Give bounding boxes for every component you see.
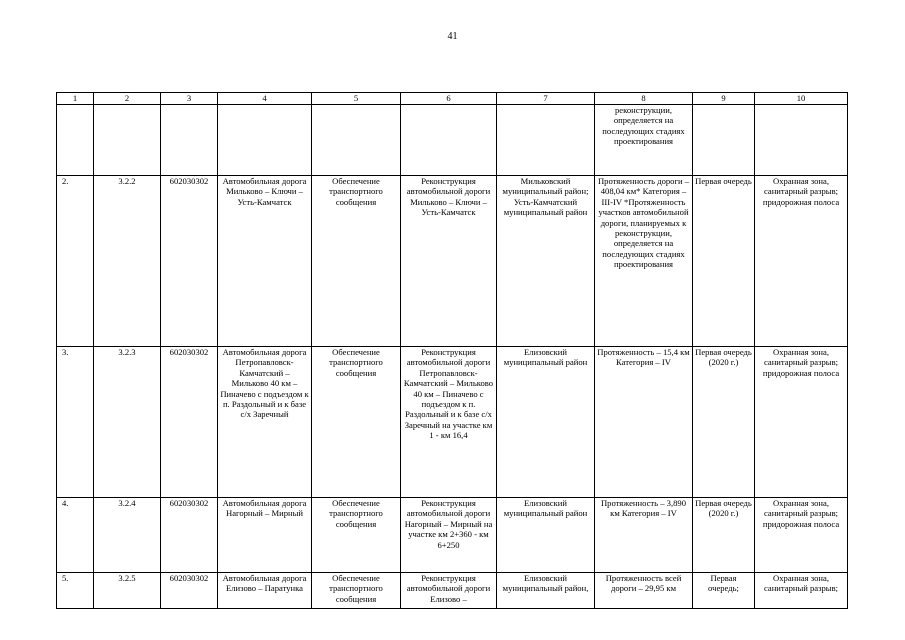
column-header: 5 bbox=[312, 93, 401, 105]
table-cell: 602030302 bbox=[161, 573, 218, 609]
table-cell: Автомобильная дорога Елизово – Паратунка bbox=[218, 573, 312, 609]
table-cell bbox=[693, 105, 755, 176]
table-cell bbox=[497, 105, 595, 176]
column-header: 4 bbox=[218, 93, 312, 105]
table-cell: Обеспечение транспортного сообщения bbox=[312, 498, 401, 573]
column-header: 9 bbox=[693, 93, 755, 105]
table-cell: Елизовский муниципальный район bbox=[497, 498, 595, 573]
table-header-row bbox=[57, 93, 848, 105]
column-header: 1 bbox=[57, 93, 94, 105]
table-cell: Автомобильная дорога Мильково – Ключи – Усть-Камчатск bbox=[218, 176, 312, 347]
table-cell: Елизовский муниципальный район, bbox=[497, 573, 595, 609]
table-cell: 602030302 bbox=[161, 176, 218, 347]
table-cell: 3.2.5 bbox=[94, 573, 161, 609]
table-cell: Реконструкция автомобильной дороги Нагорный – Мирный на участке км 2+360 - км 6+250 bbox=[401, 498, 497, 573]
column-header: 7 bbox=[497, 93, 595, 105]
column-header: 6 bbox=[401, 93, 497, 105]
table-cell: Первая очередь (2020 г.) bbox=[693, 498, 755, 573]
table-cell: Реконструкция автомобильной дороги Мильково – Ключи – Усть-Камчатск bbox=[401, 176, 497, 347]
table-cell: Протяженность всей дороги – 29,95 км bbox=[595, 573, 693, 609]
table-cell: Протяженность – 15,4 км Категория – IV bbox=[595, 347, 693, 498]
table-cell: 3. bbox=[57, 347, 94, 498]
table-cell: Обеспечение транспортного сообщения bbox=[312, 573, 401, 609]
column-header: 3 bbox=[161, 93, 218, 105]
table-cell: Первая очередь (2020 г.) bbox=[693, 347, 755, 498]
table-cell: 3.2.4 bbox=[94, 498, 161, 573]
column-header: 10 bbox=[755, 93, 848, 105]
table-cell: Автомобильная дорога Петропавловск-Камчатский – Мильково 40 км – Пиначево с подъездом к п. Раздольный и к базе с/х Заречный bbox=[218, 347, 312, 498]
table-cell: Реконструкция автомобильной дороги Петропавловск-Камчатский – Мильково 40 км – Пиначево с подъездом к п. Раздольный и к базе с/х Заречный на участке км 1 - км 16,4 bbox=[401, 347, 497, 498]
table-cell: Первая очередь; bbox=[693, 573, 755, 609]
planning-table bbox=[56, 92, 848, 609]
table-row bbox=[57, 498, 848, 573]
table-cell: Охранная зона, санитарный разрыв; придорожная полоса bbox=[755, 498, 848, 573]
table-cell bbox=[94, 105, 161, 176]
table-cell: реконструкции, определяется на последующих стадиях проектирования bbox=[595, 105, 693, 176]
table-cell: Обеспечение транспортного сообщения bbox=[312, 176, 401, 347]
table-cell: Протяженность дороги – 408,04 км* Категория – III-IV *Протяженность участков автомобильной дороги, планируемых к реконструкции, определяется на последующих стадиях проектирования bbox=[595, 176, 693, 347]
table-cell: Первая очередь bbox=[693, 176, 755, 347]
table-cell bbox=[312, 105, 401, 176]
table-cell: Обеспечение транспортного сообщения bbox=[312, 347, 401, 498]
table-row bbox=[57, 347, 848, 498]
table-cell bbox=[218, 105, 312, 176]
table-cell: Автомобильная дорога Нагорный – Мирный bbox=[218, 498, 312, 573]
column-header: 8 bbox=[595, 93, 693, 105]
table-row bbox=[57, 105, 848, 176]
table-cell: Елизовский муниципальный район bbox=[497, 347, 595, 498]
table-cell: 4. bbox=[57, 498, 94, 573]
page-number: 41 bbox=[447, 31, 458, 42]
table-cell: Реконструкция автомобильной дороги Елизово – bbox=[401, 573, 497, 609]
table-cell bbox=[755, 105, 848, 176]
table-cell: Охранная зона, санитарный разрыв; придорожная полоса bbox=[755, 347, 848, 498]
table-cell: Охранная зона, санитарный разрыв; bbox=[755, 573, 848, 609]
table-cell: Мильковский муниципальный район; Усть-Камчатский муниципальный район bbox=[497, 176, 595, 347]
table-cell bbox=[401, 105, 497, 176]
table-row bbox=[57, 573, 848, 609]
table-cell: 2. bbox=[57, 176, 94, 347]
table-cell: Протяженность – 3,890 км Категория – IV bbox=[595, 498, 693, 573]
table-cell: Охранная зона, санитарный разрыв; придорожная полоса bbox=[755, 176, 848, 347]
column-header: 2 bbox=[94, 93, 161, 105]
table-cell bbox=[57, 105, 94, 176]
table-cell: 5. bbox=[57, 573, 94, 609]
table-row bbox=[57, 176, 848, 347]
table-cell: 3.2.2 bbox=[94, 176, 161, 347]
table-cell bbox=[161, 105, 218, 176]
table-cell: 3.2.3 bbox=[94, 347, 161, 498]
table-cell: 602030302 bbox=[161, 498, 218, 573]
table-cell: 602030302 bbox=[161, 347, 218, 498]
